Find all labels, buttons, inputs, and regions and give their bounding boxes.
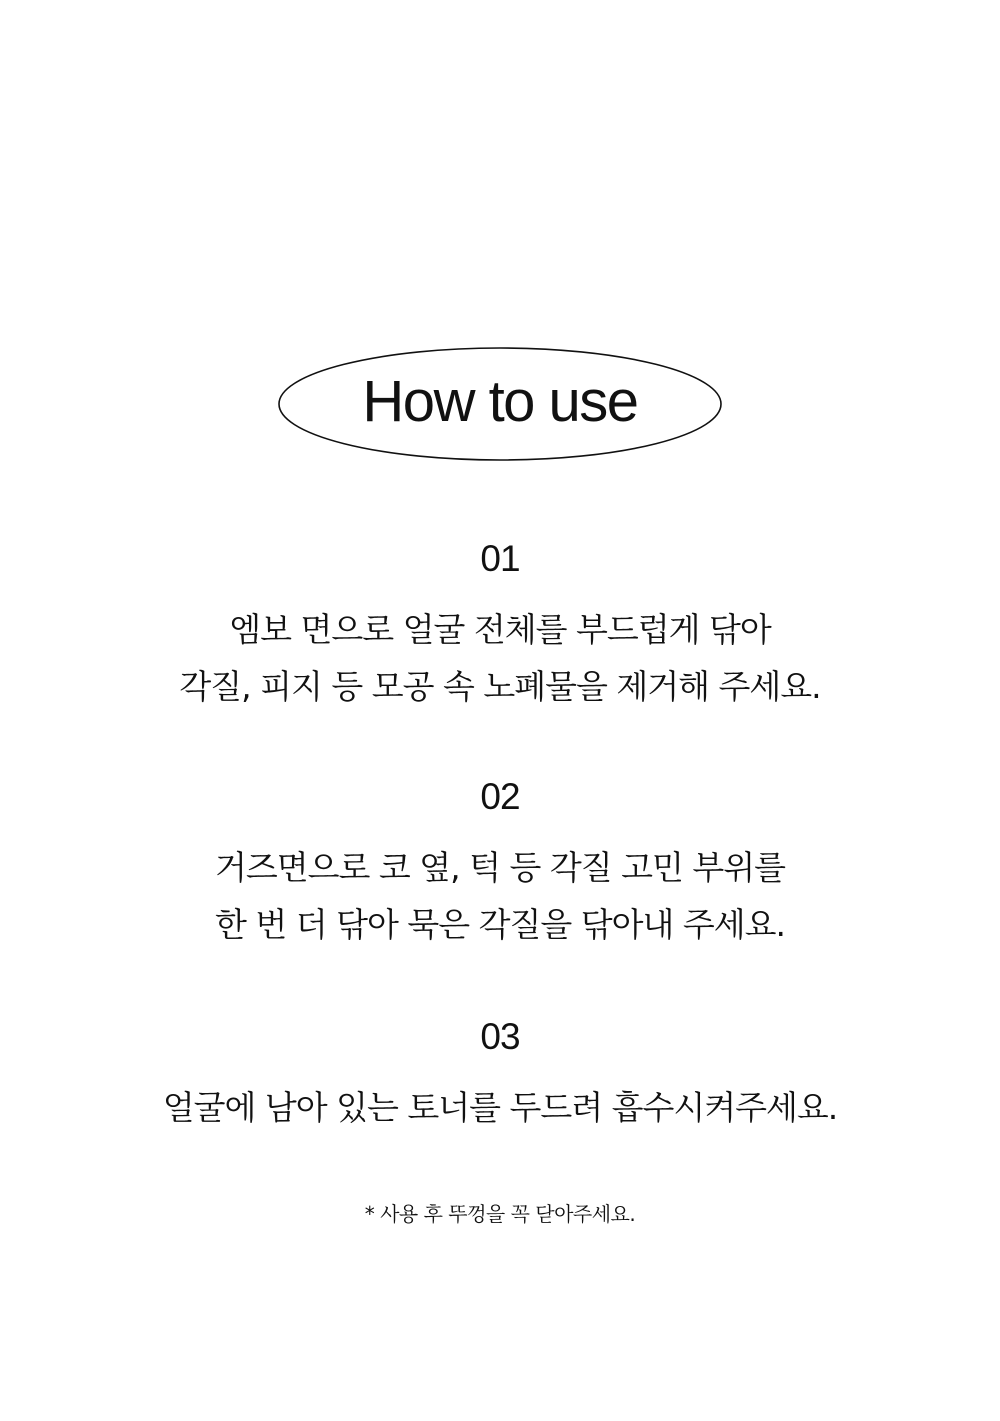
title-badge (277, 346, 723, 462)
step-2-number: 02 (480, 776, 520, 817)
step-2-line-2: 한 번 더 닦아 묵은 각질을 닦아내 주세요. (215, 905, 785, 944)
step-2-line-1: 거즈면으로 코 옆, 턱 등 각질 고민 부위를 (215, 848, 785, 887)
step-1-number: 01 (480, 538, 520, 579)
footnote: * 사용 후 뚜껑을 꼭 닫아주세요. (364, 1202, 636, 1226)
step-1-line-1: 엠보 면으로 얼굴 전체를 부드럽게 닦아 (229, 610, 771, 649)
step-3-number: 03 (480, 1016, 520, 1057)
step-3-line-1: 얼굴에 남아 있는 토너를 두드려 흡수시켜주세요. (162, 1088, 838, 1127)
step-1-line-2: 각질, 피지 등 모공 속 노폐물을 제거해 주세요. (179, 667, 821, 706)
page-title: How to use (362, 369, 638, 434)
